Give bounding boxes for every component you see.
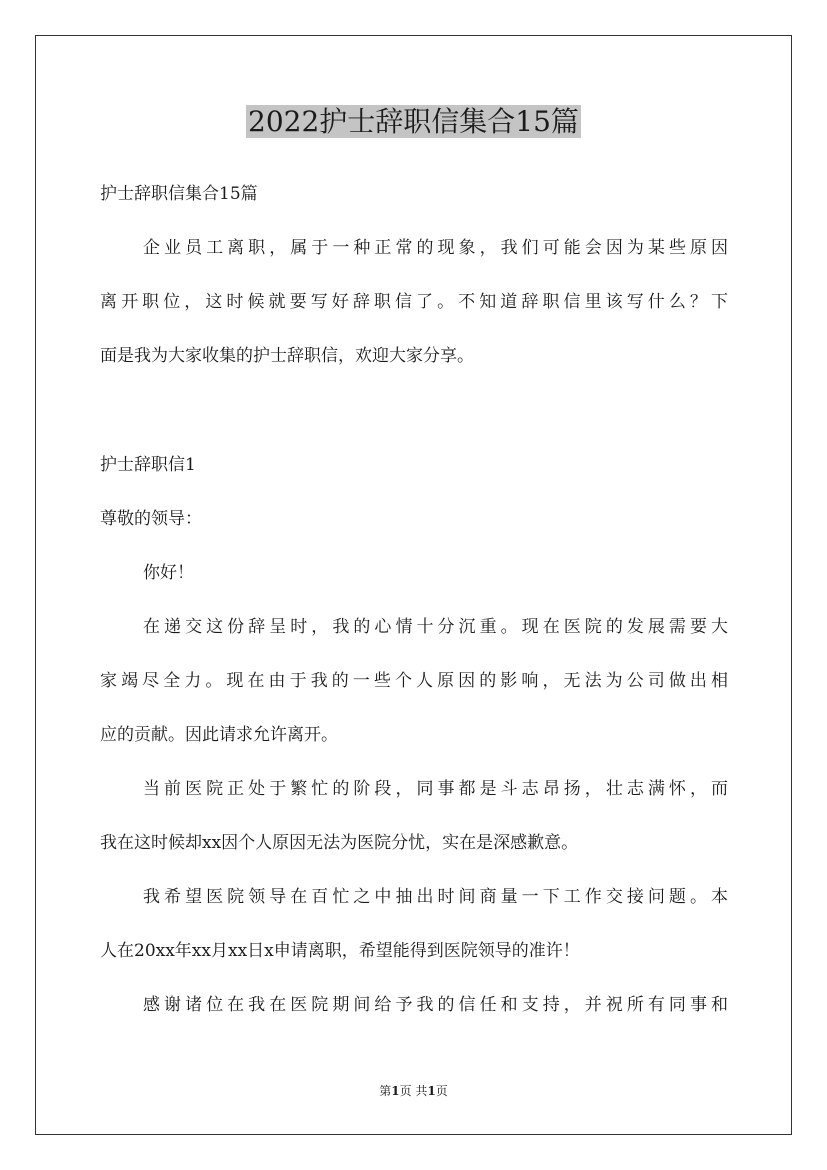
greeting: 你好！	[143, 563, 194, 583]
intro-line-3: 面是我为大家收集的护士辞职信，欢迎大家分享。	[100, 346, 474, 366]
letter-heading: 护士辞职信1	[100, 455, 196, 475]
paragraph4-line-1: 感谢诸位在我在医院期间给予我的信任和支持，并祝所有同事和	[143, 995, 728, 1015]
intro-line-2: 离开职位，这时候就要写好辞职信了。不知道辞职信里该写什么？下	[100, 292, 728, 312]
footer-page-total: 1	[427, 1084, 436, 1098]
intro-line-1: 企业员工离职，属于一种正常的现象，我们可能会因为某些原因	[143, 238, 728, 258]
paragraph3-line-1: 我希望医院领导在百忙之中抽出时间商量一下工作交接问题。本	[143, 887, 728, 907]
footer-page-mid: 页 共	[399, 1084, 428, 1098]
paragraph1-line-3: 应的贡献。因此请求允许离开。	[100, 725, 338, 745]
paragraph2-line-2: 我在这时候却xx因个人原因无法为医院分忧，实在是深感歉意。	[100, 833, 579, 853]
document-title	[0, 100, 827, 144]
document-title-text: 2022护士辞职信集合15篇	[248, 105, 579, 138]
paragraph2-line-1: 当前医院正处于繁忙的阶段，同事都是斗志昂扬，壮志满怀，而	[143, 779, 728, 799]
page-footer	[0, 1083, 827, 1099]
paragraph1-line-1: 在递交这份辞呈时，我的心情十分沉重。现在医院的发展需要大	[143, 617, 728, 637]
paragraph1-line-2: 家竭尽全力。现在由于我的一些个人原因的影响，无法为公司做出相	[100, 671, 728, 691]
salutation: 尊敬的领导：	[100, 509, 202, 529]
footer-page-prefix: 第	[379, 1084, 392, 1098]
paragraph3-line-2: 人在20xx年xx月xx日x申请离职，希望能得到医院领导的准许！	[100, 941, 580, 961]
document-subtitle: 护士辞职信集合15篇	[100, 184, 258, 204]
footer-page-current: 1	[391, 1084, 400, 1098]
footer-page-suffix: 页	[435, 1084, 448, 1098]
